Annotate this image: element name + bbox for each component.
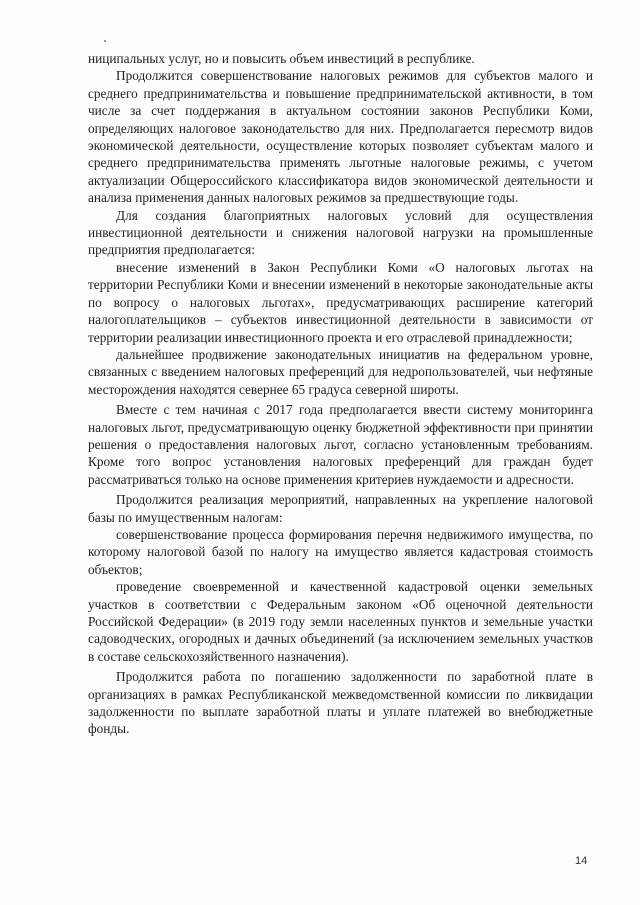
paragraph: Продолжится реализация мероприятий, направленных на укрепление налоговой базы по имущественным налогам: bbox=[88, 492, 593, 525]
paragraph: Продолжится совершенствование налоговых режимов для субъектов малого и среднего предпринимательства и повышение предпринимательской активности, в том числе за счет поддержания в актуальном состоянии законов Республики Коми, определяющих налоговое законодательство для них. Предполагается пересмотр видов экономической деятельности, осуществление которых позволяет субъектам малого и среднего предпринимательства применять льготные налоговые режимы, с учетом актуализации Общероссийского классификатора видов экономической деятельности и анализа применения данных налоговых режимов за предшествующие годы. bbox=[88, 68, 593, 206]
paragraph: Вместе с тем начиная с 2017 года предполагается ввести систему мониторинга налоговых льгот, предусматривающую оценку бюджетной эффективности при принятии решения о предоставления налоговых льгот, согласно установленным требованиям. Кроме того вопрос установления налоговых преференций для граждан будет рассматриваться только на основе применения критериев нуждаемости и адресности. bbox=[88, 402, 593, 487]
scan-speck bbox=[104, 40, 106, 42]
paragraph: ниципальных услуг, но и повысить объем инвестиций в республике. bbox=[88, 51, 475, 66]
paragraph: Продолжится работа по погашению задолженности по заработной плате в организациях в рамках Республиканской межведомственной комиссии по ликвидации задолженности по выплате заработной платы и уплате платежей во внебюджетные фонды. bbox=[88, 669, 593, 737]
list-item: дальнейшее продвижение законодательных инициатив на федеральном уровне, связанных с введением налоговых преференций для недропользователей, чьи нефтяные месторождения находятся севернее 65 градуса северной широты. bbox=[88, 346, 593, 397]
list-item: совершенствование процесса формирования перечня недвижимого имущества, по которому налоговой базой по налогу на имущество является кадастровая стоимость объектов; bbox=[88, 526, 593, 577]
paragraph: Для создания благоприятных налоговых условий для осуществления инвестиционной деятельности и снижения налоговой нагрузки на промышленные предприятия предполагается: bbox=[88, 207, 593, 258]
list-item: внесение изменений в Закон Республики Коми «О налоговых льготах на территории Республики Коми и внесении изменений в некоторые законодательные акты по вопросу о налоговых льготах», предусматривающих расширение категорий налогоплательщиков – субъектов инвестиционной деятельности в зависимости от территории реализации инвестиционного проекта и его отраслевой принадлежности; bbox=[88, 259, 593, 345]
list-item: проведение своевременной и качественной кадастровой оценки земельных участков в соответствии с Федеральным законом «Об оценочной деятельности Российской Федерации» (в 2019 году земли населенных пунктов и земельные участки садоводческих, огородных и дачных объединений (за исключением земельных участков в составе сельскохозяйственного назначения). bbox=[88, 579, 593, 664]
page-number: 14 bbox=[575, 855, 588, 867]
body-text bbox=[88, 50, 593, 738]
